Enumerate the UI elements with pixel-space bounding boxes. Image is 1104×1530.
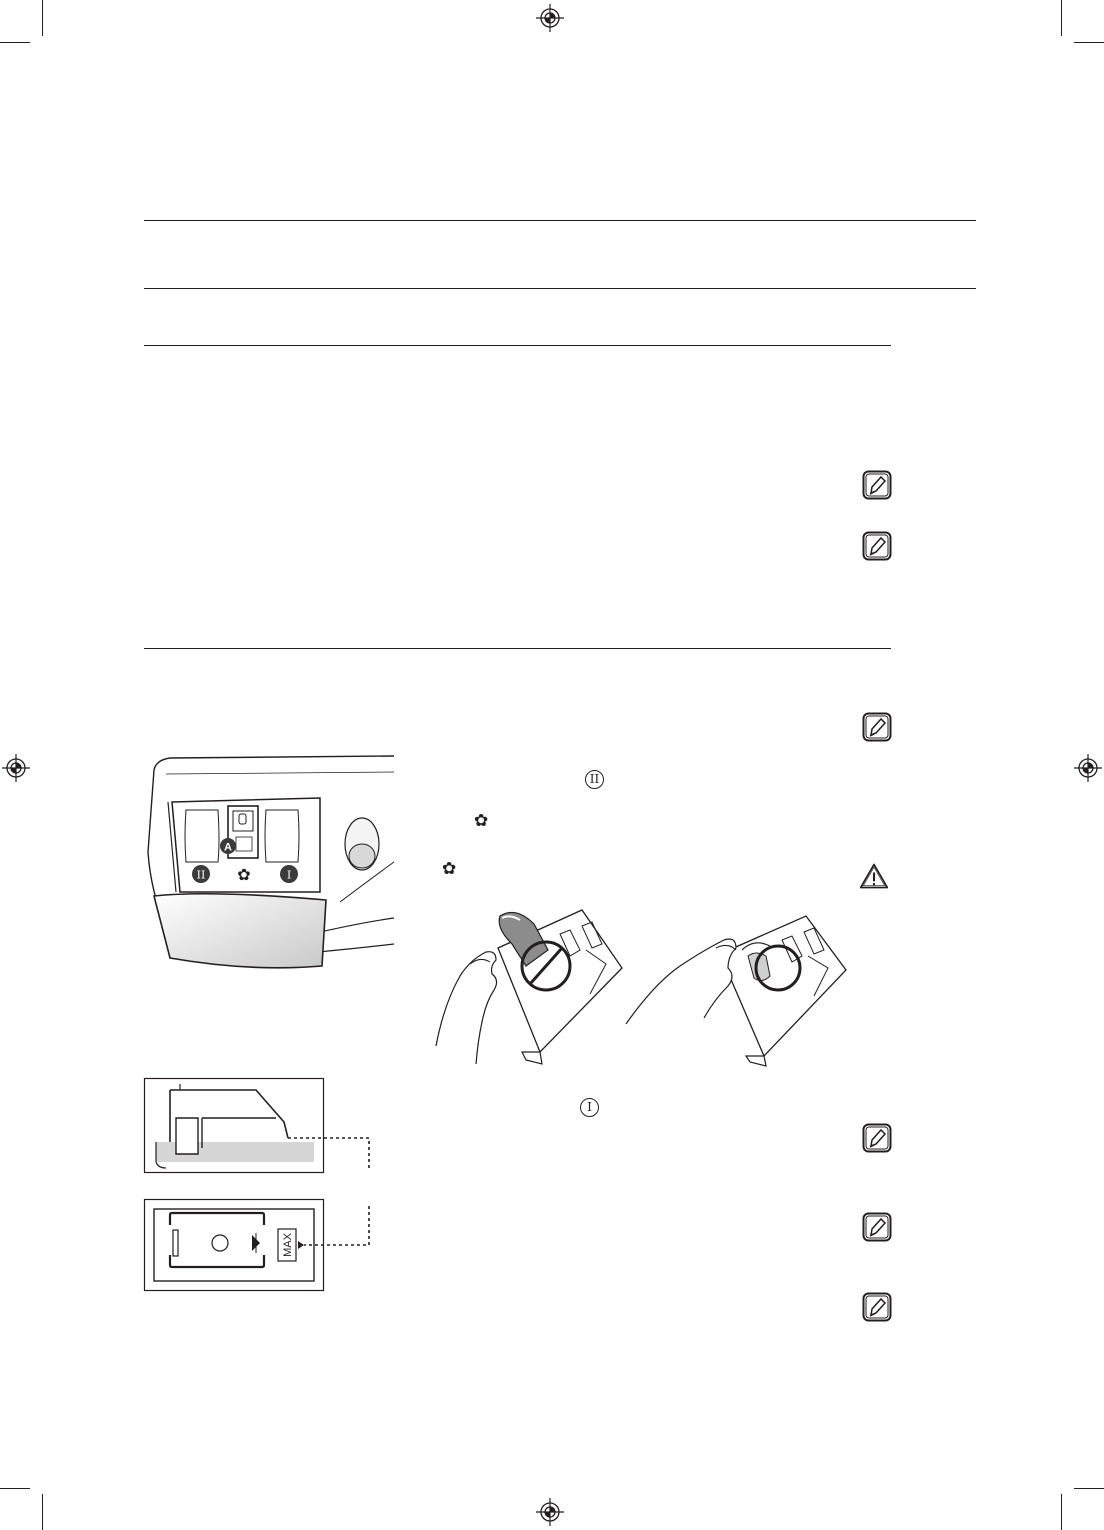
- crop-mark: [0, 42, 30, 43]
- warning-triangle-icon: [859, 861, 889, 891]
- crop-mark: [1061, 1494, 1062, 1530]
- crop-mark: [0, 1488, 30, 1489]
- note-pencil-icon: [862, 470, 892, 500]
- subsection-rule: [144, 345, 891, 346]
- crop-mark: [1074, 1488, 1104, 1489]
- correct-funnel-illustration: [624, 910, 850, 1068]
- compartment-label-softener: ✿: [237, 865, 251, 884]
- wrong-pouring-illustration: [430, 904, 626, 1066]
- registration-mark-icon: [536, 4, 564, 32]
- softener-symbol: ✿: [474, 811, 489, 831]
- note-pencil-icon: [862, 531, 892, 561]
- crop-mark: [42, 1494, 43, 1530]
- compartment-label-main-wash: I: [286, 868, 292, 882]
- callout-a-label: A: [224, 841, 232, 854]
- detergent-drawer-illustration: [140, 752, 396, 978]
- max-level-label: MAX: [282, 1233, 294, 1257]
- max-level-leader-line: [280, 1120, 380, 1250]
- main-wash-symbol: I: [580, 1098, 599, 1117]
- registration-mark-icon: [1074, 754, 1102, 782]
- registration-mark-icon: [536, 1498, 564, 1526]
- registration-mark-icon: [2, 754, 30, 782]
- crop-mark: [1074, 42, 1104, 43]
- crop-mark: [1061, 0, 1062, 36]
- crop-mark: [42, 0, 43, 36]
- compartment-label-prewash: II: [196, 868, 206, 882]
- softener-symbol: ✿: [442, 859, 457, 879]
- prewash-symbol: II: [585, 770, 604, 789]
- section-rule: [144, 220, 976, 221]
- note-pencil-icon: [862, 1212, 892, 1242]
- section-rule: [144, 288, 976, 289]
- note-pencil-icon: [862, 712, 892, 742]
- note-pencil-icon: [862, 1123, 892, 1153]
- subsection-rule: [144, 648, 891, 649]
- note-pencil-icon: [862, 1292, 892, 1322]
